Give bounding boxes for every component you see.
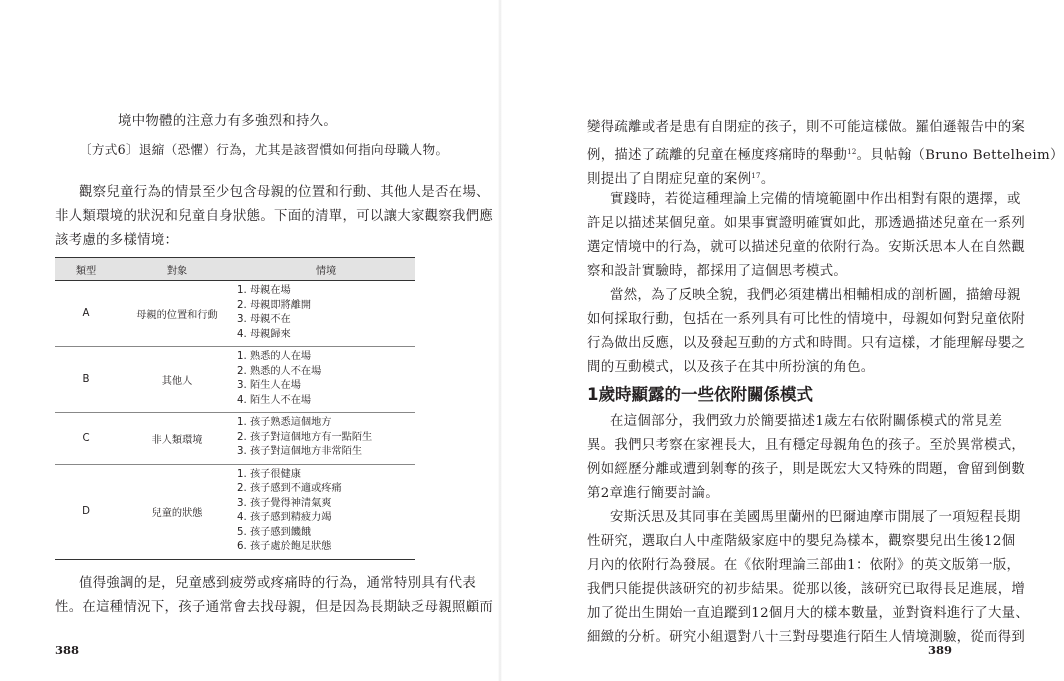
text-line: 我們只能提供該研究的初步結果。從那以後，該研究已取得長足進展，增 (587, 582, 1026, 597)
situation-item: 4. 母親歸來 (237, 328, 291, 340)
situation-item: 6. 孩子處於飽足狀態 (237, 541, 332, 552)
situation-table (55, 257, 415, 560)
header-object: 對象 (166, 265, 188, 277)
text-line: 性。在這種情況下，孩子通常會去找母親，但是因為長期缺乏母親照顧而 (55, 600, 494, 615)
table-body (55, 281, 415, 560)
header-type: 類型 (75, 265, 97, 277)
text-line: 變得疏離或者是患有自閉症的孩子，則不可能這樣做。羅伯遜報告中的案 (587, 120, 1026, 135)
situation-item: 3. 孩子覺得神清氣爽 (237, 497, 332, 509)
situation-item: 3. 陌生人在場 (237, 380, 301, 391)
situation-cell (237, 347, 415, 412)
text-line: 間的互動模式，以及孩子在其中所扮演的角色。 (587, 360, 875, 375)
text-line: 〔方式6〕退縮（恐懼）行為，尤其是該習慣如何指向母職人物。 (79, 142, 449, 157)
table-row (55, 465, 415, 560)
situation-item: 1. 孩子很健康 (237, 468, 301, 480)
text-line: 加了從出生開始一直追蹤到12個月大的樣本數量，並對資料進行了大量、 (587, 606, 1030, 621)
text-segment: 。 (760, 172, 775, 187)
object-cell: 兒童的狀態 (151, 508, 203, 519)
header-situation: 情境 (315, 265, 337, 277)
situation-item: 1. 母親在場 (237, 285, 291, 296)
section-heading: 1歲時顯露的一些依附關係模式 (587, 385, 813, 404)
text-line: 實踐時，若從這種理論上完備的情境範圍中作出相對有限的選擇，或 (610, 192, 1021, 207)
text-segment: 。貝帖翰（Bruno Bettelheim） (856, 148, 1064, 163)
text-line: 性研究，選取白人中產階級家庭中的嬰兒為樣本，觀察嬰兒出生後12個 (587, 534, 1016, 549)
type-cell: A (82, 308, 90, 319)
text-line: 值得強調的是，兒童感到疲勞或疼痛時的行為，通常特別具有代表 (79, 576, 477, 591)
type-cell: C (82, 432, 90, 444)
table-row (55, 347, 415, 413)
text-line: 安斯沃思及其同事在美國馬里蘭州的巴爾迪摩市開展了一項短程長期 (610, 510, 1021, 525)
footnote-ref: 17 (751, 172, 761, 180)
text-line: 觀察兒童行為的情景至少包含母親的位置和行動、其他人是否在場、 (79, 185, 490, 200)
page-number: 389 (928, 643, 953, 657)
text-segment: 則提出了自閉症兒童的案例 (587, 172, 752, 187)
situation-cell (237, 465, 415, 559)
right-page (500, 0, 1064, 681)
text-line: 許足以描述某個兒童。如果事實證明確實如此，那透過描述兒童在一系列 (587, 216, 1026, 231)
object-cell: 其他人 (161, 376, 193, 387)
page-number: 388 (55, 643, 80, 657)
type-cell: D (82, 506, 90, 517)
situation-item: 2. 孩子對這個地方有一點陌生 (237, 431, 373, 443)
text-line: 選定情境中的行為，就可以描述兒童的依附行為。安斯沃思本人在自然觀 (587, 240, 1026, 255)
situation-item: 4. 陌生人不在場 (237, 394, 312, 406)
text-line: 在這個部分，我們致力於簡要描述1歲左右依附關係模式的常見差 (610, 414, 1003, 429)
situation-item: 1. 熟悉的人在場 (237, 351, 312, 362)
text-line: 第2章進行簡要討論。 (587, 486, 720, 501)
text-line: 該考慮的多樣情境： (55, 233, 179, 248)
text-segment: 例，描述了疏離的兒童在極度疼痛時的舉動 (587, 148, 848, 163)
situation-item: 3. 母親不在 (237, 314, 291, 325)
text-line: 行為做出反應，以及發起互動的方式和時間。只有這樣，才能理解母嬰之 (587, 336, 1026, 351)
left-page (0, 0, 500, 681)
object-cell: 母親的位置和行動 (136, 310, 218, 321)
type-cell: B (82, 374, 90, 385)
table-header (55, 257, 415, 281)
situation-item: 3. 孩子對這個地方非常陌生 (237, 446, 363, 457)
table-row (55, 413, 415, 465)
situation-item: 2. 孩子感到不適或疼痛 (237, 483, 342, 494)
situation-cell (237, 413, 415, 464)
situation-cell (237, 281, 415, 346)
situation-item: 4. 孩子感到精疲力竭 (237, 512, 332, 523)
object-cell: 非人類環境 (151, 434, 203, 446)
text-line: 察和設計實驗時，都採用了這個思考模式。 (587, 264, 848, 279)
text-line: 當然，為了反映全貌，我們必須建構出相輔相成的剖析圖，描繪母親 (610, 288, 1021, 303)
text-line: 如何採取行動，包括在一系列具有可比性的情境中，母親如何對兒童依附 (587, 312, 1026, 327)
situation-item: 1. 孩子熟悉這個地方 (237, 417, 332, 428)
situation-item: 2. 熟悉的人不在場 (237, 365, 322, 377)
situation-item: 5. 孩子感到饑餓 (237, 526, 312, 538)
footnote-ref: 12 (847, 148, 857, 156)
table-row (55, 281, 415, 347)
text-line: 境中物體的注意力有多強烈和持久。 (118, 114, 338, 129)
situation-item: 2. 母親即將離開 (237, 299, 312, 311)
text-line: 異。我們只考察在家裡長大，且有穩定母親角色的孩子。至於異常模式， (587, 438, 1026, 453)
text-line: 非人類環境的狀況和兒童自身狀態。下面的清單，可以讓大家觀察我們應 (55, 209, 494, 224)
text-line: 月內的依附行為發展。在《依附理論三部曲1：依附》的英文版第一版， (587, 558, 1021, 573)
text-line: 細緻的分析。研究小組還對八十三對母嬰進行陌生人情境測驗，從而得到 (587, 630, 1026, 645)
text-line: 例如經歷分離或遭到剝奪的孩子，則是既宏大又特殊的問題，會留到倒數 (587, 462, 1026, 477)
